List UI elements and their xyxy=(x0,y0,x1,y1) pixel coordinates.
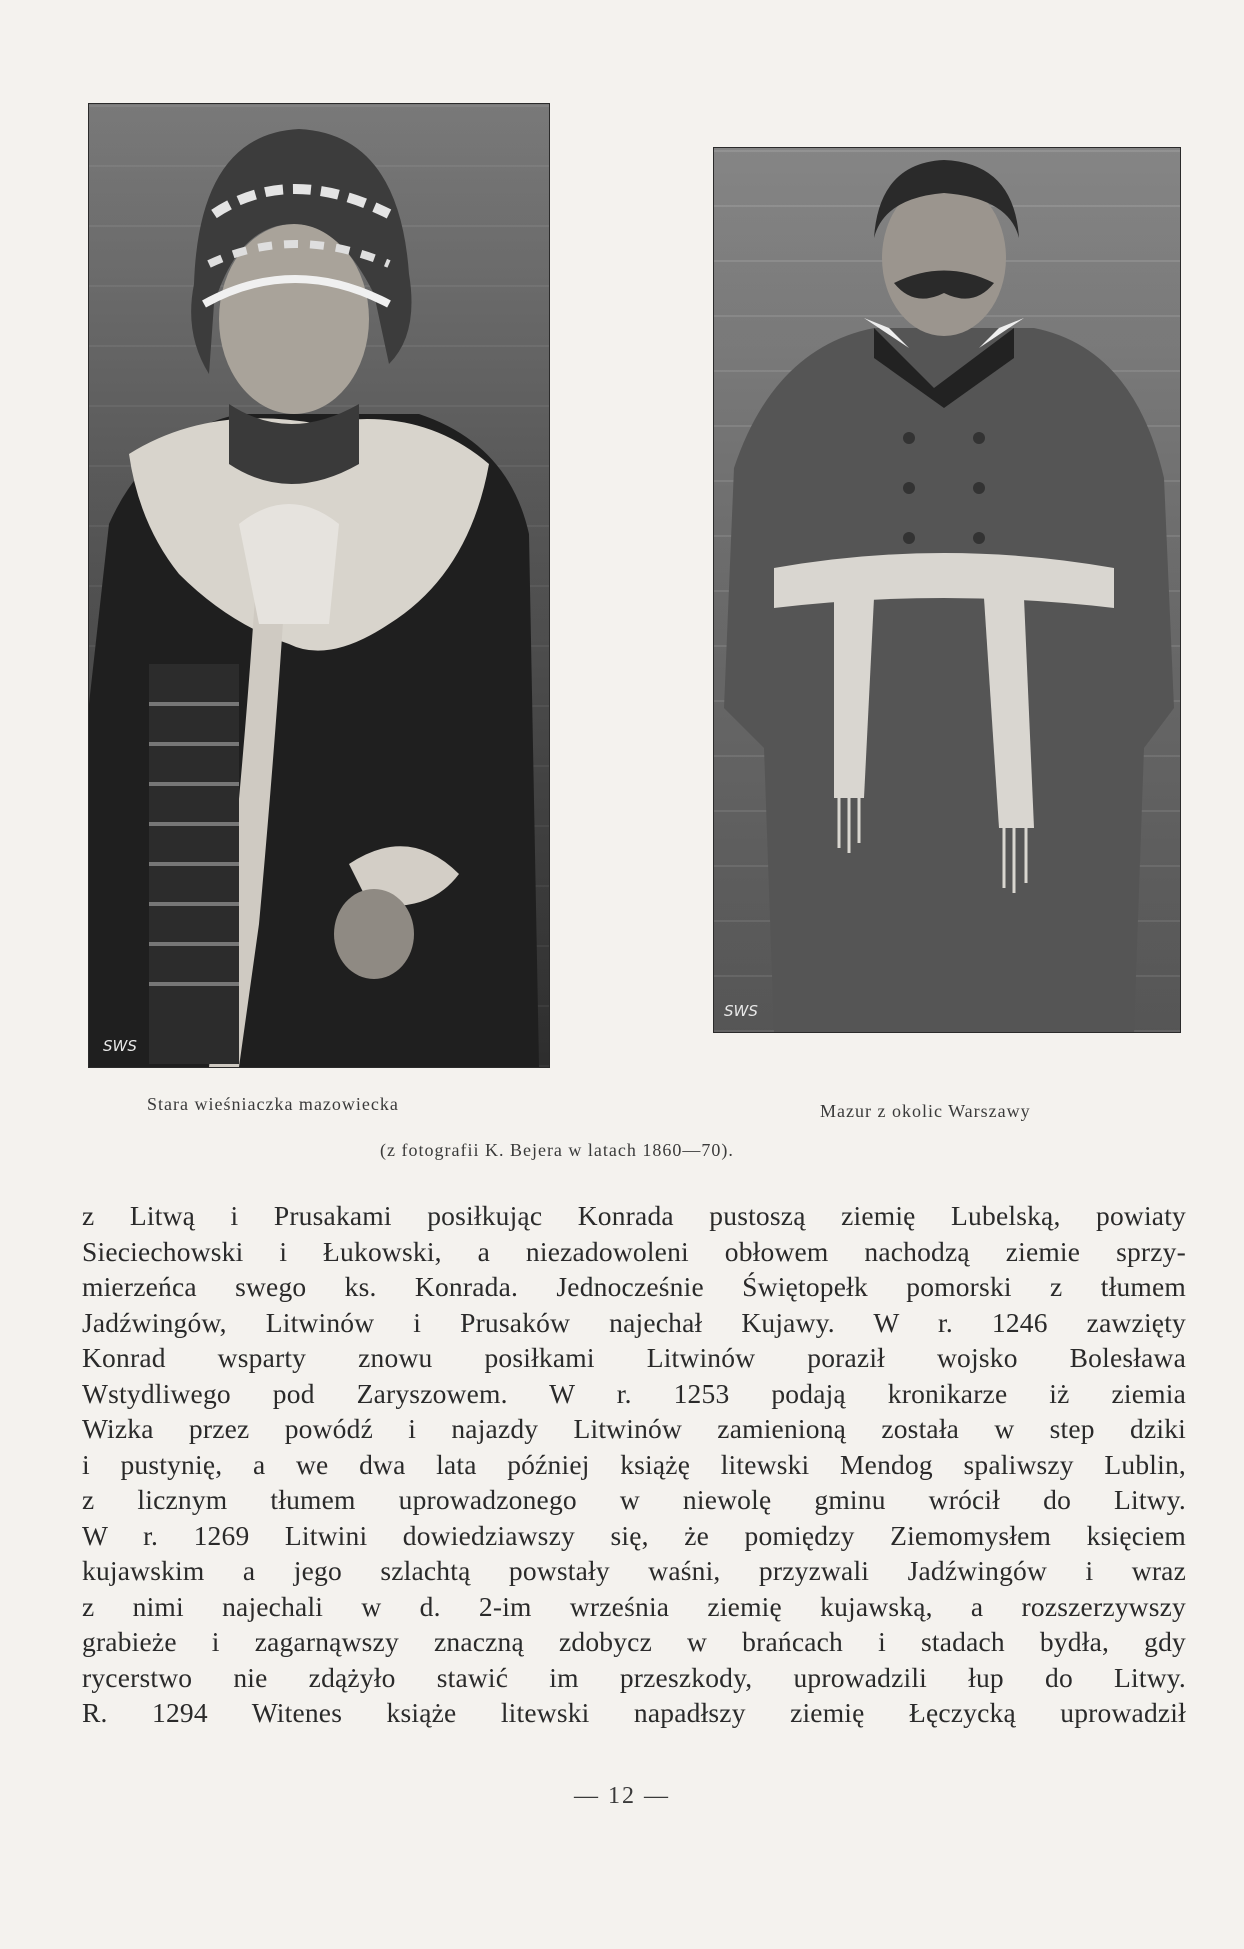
body-line: Sieciechowski i Łukowski, a niezadowoleni obłowem nachodzą ziemie sprzy- xyxy=(82,1235,1186,1267)
body-line: grabieże i zagarnąwszy znaczną zdobycz w brańcach i stadach bydła, gdy xyxy=(82,1626,1186,1657)
caption-left: Stara wieśniaczka mazowiecka xyxy=(147,1094,399,1114)
body-line: R. 1294 Witenes książe litewski napadłszy ziemię Łęczycką uprowadził xyxy=(82,1697,1186,1728)
body-line: W r. 1269 Litwini dowiedziawszy się, że pomiędzy Ziemomysłem księciem xyxy=(82,1519,1186,1551)
photo-peasant-woman xyxy=(88,103,550,1068)
body-line: Jadźwingów, Litwinów i Prusaków najechał Kujawy. W r. 1246 zawzięty xyxy=(82,1306,1186,1338)
page-number: — 12 — xyxy=(574,1783,670,1809)
photo-peasant-woman-figure xyxy=(89,104,549,1067)
body-line: Wstydliwego pod Zaryszowem. W r. 1253 podają kronikarze iż ziemia xyxy=(82,1377,1186,1409)
body-line: Konrad wsparty znowu posiłkami Litwinów poraził wojsko Bolesława xyxy=(82,1342,1186,1373)
photo-monogram-right: SWS xyxy=(724,1002,758,1020)
body-text xyxy=(82,1198,1186,1731)
photo-mazur-man xyxy=(713,147,1181,1033)
body-line: Wizka przez powódź i najazdy Litwinów zamienioną została w step dziki xyxy=(82,1413,1186,1444)
body-line: z Litwą i Prusakami posiłkując Konrada pustoszą ziemię Lubelską, powiaty xyxy=(82,1200,1186,1231)
caption-right: Mazur z okolic Warszawy xyxy=(820,1101,1031,1121)
body-line: kujawskim a jego szlachtą powstały waśni, przyzwali Jadźwingów i wraz xyxy=(82,1555,1186,1586)
source-caption: (z fotografii K. Bejera w latach 1860—70). xyxy=(380,1140,734,1160)
body-line: z licznym tłumem uprowadzonego w niewolę gminu wrócił do Litwy. xyxy=(82,1484,1186,1515)
body-line: i pustynię, a we dwa lata później książę litewski Mendog spaliwszy Lublin, xyxy=(82,1448,1186,1480)
body-line: z nimi najechali w d. 2-im września ziemię kujawską, a rozszerzywszy xyxy=(82,1590,1186,1622)
photo-monogram-left: SWS xyxy=(103,1037,137,1055)
photo-mazur-man-figure xyxy=(714,148,1180,1032)
body-line: rycerstwo nie zdążyło stawić im przeszkody, uprowadzili łup do Litwy. xyxy=(82,1661,1186,1693)
body-line: mierzeńca swego ks. Konrada. Jednocześnie Świętopełk pomorski z tłumem xyxy=(82,1271,1186,1302)
